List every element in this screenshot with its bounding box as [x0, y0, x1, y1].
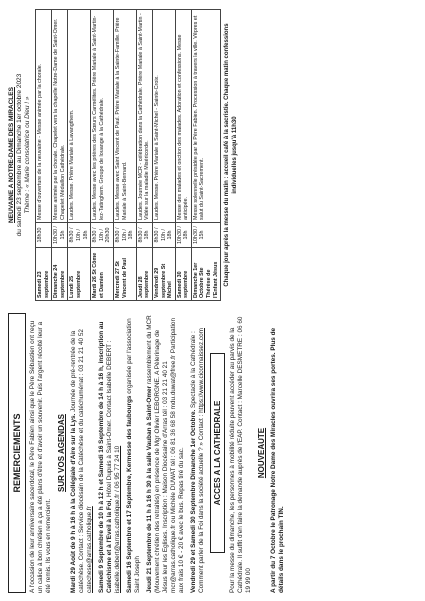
table-row [68, 10, 91, 301]
table-row [175, 10, 191, 301]
agenda-item-link[interactable]: https://www.ciconnaissez.com [198, 328, 205, 413]
table-row [191, 10, 220, 301]
schedule-day: Jeudi 28 septembre [136, 248, 152, 301]
agenda-item-head: Samedi 16 Septembre et 17 Septembre, Kermesse des faubourgs [126, 395, 133, 593]
agenda-item-body: organisée par l'association Saint Joseph [126, 318, 141, 593]
schedule-day: Samedi 23 septembre [36, 248, 52, 301]
agenda-item [126, 313, 142, 593]
acces-text: Pour la messe du dimanche, les personnes à mobilité réduite peuvent accéder au parvis de la Cathédrale. Il suffit d'en faire la demande auprès de l'EAP. Contact : Marcelle DESMETRE : 06 60 19 99 00 [229, 316, 252, 593]
schedule-day: Mercredi 27 St Vincent de Paul [113, 248, 136, 301]
agenda-item-body: Spectacle à la Cathédrale : Comment parler de la Foi dans la société actuelle ? » Contact : [190, 331, 205, 593]
schedule-event: Laudes. Messe avec Saint Vincent de Paul. Prière Mariale à la Sainte-Famille. Prière Mariale à Saint-Bernard. [113, 10, 136, 223]
table-row [52, 10, 68, 301]
agenda-item-head: Vendredi 29 et Samedi 30 Septembre Dimanche 1er Octobre. [190, 409, 197, 593]
table-row [152, 10, 175, 301]
table-row [136, 10, 152, 301]
schedule-hour: 8h30 / 10h / 18h [113, 223, 136, 248]
schedule-event: Messe solennelle présidée par le Père Fabien. Procession à travers la ville. Vêpres et salut du Saint-Sacrement. [191, 10, 220, 223]
neuvaine-header [8, 9, 32, 301]
agenda-list [70, 313, 206, 593]
left-column [8, 313, 417, 593]
agenda-item-head: Samedi 9 Septembre de 10 h à 12 h et Samedi 16 Septembre de 14 h à 16 h, inscription au Catéchisme et à l'Eveil à la Foi, [98, 321, 113, 593]
schedule-day: Samedi 30 septembre [175, 248, 191, 301]
schedule-event: Laudes. Messe. Prière Mariale à Saint-Michel - Sainte-Croix. [152, 10, 175, 223]
agenda-item-head: Mardi 29 Août de 9 h à 16 h à la Collégiale d'Aire sur la Lys. [70, 413, 77, 593]
schedule-hour: 10h30 / 15h [191, 223, 220, 248]
agenda-item-body: rassemblement du MCR (Mouvement chrétien des retraités) en présence de Mgr Olivier LEBORGNE. A Pèlerinage de Jésus leur les Eglises. Inscription : Maison Diocésaine d'Arras tél : 03 21 21 40 21 mcr@arras.catholique.fr ou Michèle DUWAT tél : 06 81 36 68 58 mdu.duwat@free.fr Participation aux frais 10 € - 20 € avec le bus. Repas tiré du sac. [146, 315, 185, 593]
agenda-item [70, 313, 94, 593]
table-row [36, 10, 52, 301]
schedule-event: Messe des malades et onction des malades. Adoration et confessions. Messe anticipée. [175, 10, 191, 223]
remerciements-text: A l'occasion de leur anniversaire sacerdotal, le Père Fabien ainsi que le Père Sébastien ont reçu un calice à bon chrétien a ça a été plans d'être et d'avoir un souvenir. Puis l'argent récolté leur a été remis. Ils vous en remercient. [29, 320, 52, 593]
agenda-item [190, 313, 206, 593]
schedule-day: Mardi 26 St Côme et Damien [91, 248, 114, 301]
table-row [113, 10, 136, 301]
agenda-item [98, 313, 122, 593]
schedule-hour: 10h30 / 18h [175, 223, 191, 248]
schedule-hour: 10h30 / 15h [52, 223, 68, 248]
schedule-hour: 8h30 / 18h [136, 223, 152, 248]
right-column [8, 9, 417, 301]
schedule-day: Dimanche 24 septembre [52, 248, 68, 301]
agenda-item-body: Journée de pré-rentrée de la catéchèse. Contact : Service diocésain de la Catéchèse et du catéchuménat : 03 21 21 40 52 [70, 329, 85, 593]
schedule-event: Messe d'ouverture de la neuvaine - Messe animée par la chorale. [36, 10, 52, 223]
nouveaute-text: A partir du 7 Octobre le Patronage Notre Dame des Miracles ouvrira ses portes. Plus de détails dans le prochain TIN. [270, 327, 285, 593]
schedule-event: Laudes. Messe. Prière Mariale à Lavangthem. [68, 10, 91, 223]
neuvaine-dates: du samedi 23 septembre au Dimanche 1er octobre 2023 [16, 73, 23, 237]
neuvaine-title: NEUVAINE A NOTRE-DAME DES MIRACLES [8, 87, 15, 223]
agenda-item [146, 313, 186, 593]
agenda-item-link[interactable]: catechese@arras.catholique.fr [86, 506, 93, 593]
schedule-event: Laudes. Journée MCR - célébration dans la Cathédrale. Prière Mariale à Saint-Martin - Vidée sur la maladie Miséricorde. [136, 10, 152, 223]
schedule-table [35, 9, 221, 301]
agenda-item-head: Jeudi 21 Septembre de 11 h à 16 h 30 à la salle Vauban à Saint-Omer [146, 385, 153, 593]
nouveaute-title: NOUVEAUTE [257, 427, 266, 479]
agenda-item-body: Hôtel Dupuis à Saint-Omer. Contact Isabelle DEBERT : [106, 340, 113, 497]
acces-title: ACCES A LA CATHEDRALE [210, 353, 225, 553]
schedule-note: Chaque jour après la messe du matin : accueil café à la sacristie. Chaque matin confessions individuelles jusqu'à 11h30 [224, 23, 238, 287]
agenda-title: SUR VOS AGENDAS [57, 414, 66, 492]
schedule-hour: 8h30 / 10h / 18h [152, 223, 175, 248]
schedule-hour: 18h30 [36, 223, 52, 248]
remerciements-title: REMERCIEMENTS [8, 313, 26, 593]
schedule-hour: 8h30 / 10h / 18h [68, 223, 91, 248]
schedule-day: Dimanche 1er Octobre Ste Thérèse de l'Enfant Jésus [191, 248, 220, 301]
schedule-day: Vendredi 29 septembre St Michel [152, 248, 175, 301]
schedule-day: Lundi 25 septembre [68, 248, 91, 301]
schedule-event: Messe animée par la chorale. Chapelet vers la chapelle Notre-Dame de Saint-Omer. Chapelet Médaillon Cathédrale. [52, 10, 68, 223]
schedule-hour: 8h30 / 10h / 20h30 [91, 223, 114, 248]
neuvaine-theme: Thème : « Marie consolatrice ou Dieu ! » [24, 96, 31, 214]
table-row [91, 10, 114, 301]
agenda-item-link[interactable]: isabelle.debert@arras.catholique.fr / 06 95 77 24 10 [114, 445, 121, 593]
schedule-event: Laudes. Messe avec les prières des Sœurs Carmélites. Prière Mariale à Saint-Martin-lez-Tatinghem. Groupe de louange à la Cathédrale. [91, 10, 114, 223]
